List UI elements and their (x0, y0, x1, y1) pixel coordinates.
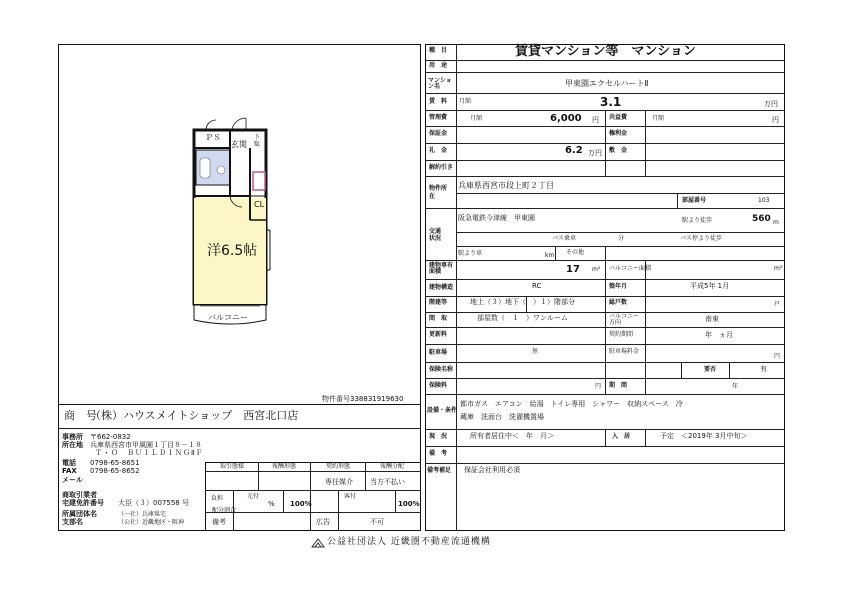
layout-label: 間 取 (429, 315, 448, 322)
balc-unit: m² (774, 265, 783, 272)
license-label: 宅建免許番号 (62, 499, 104, 507)
balcony-label: バルコニー (208, 313, 248, 322)
dir-value: 南東 (705, 315, 719, 323)
license: 大臣（３）007558 号 (118, 499, 189, 507)
ins-period-label: 期 間 (609, 382, 628, 389)
area-label: 建物専有面積 (429, 262, 454, 275)
key-suffix: 万円 (588, 149, 602, 157)
deal-h-share: 報酬分配 (380, 463, 405, 470)
mgmt-label: 管理費 (429, 114, 448, 121)
remark2-label: 備考補足 (427, 467, 452, 474)
room-no-label: 部屋番号 (682, 197, 707, 204)
area-unit: m² (592, 266, 601, 273)
deal-h-commission: 報酬形態 (272, 463, 297, 470)
struct-label: 建物構造 (429, 284, 454, 291)
key-label: 礼 金 (429, 147, 448, 154)
trade-name: （株）ハウスメイトショップ 西宮北口店 (90, 409, 299, 422)
floors-label: 階建等 (429, 299, 448, 306)
shiki-label: 敷 金 (609, 147, 628, 154)
tel: 0798-65-8651 (90, 459, 140, 467)
name-label: マンション名 (428, 77, 452, 90)
trade-name-label: 商 号 (64, 409, 97, 422)
room-no-value: 103 (758, 197, 770, 204)
location-value: 兵庫県西宮市段上町２丁目 (458, 181, 554, 190)
storage-label: 下 駄 (254, 134, 261, 148)
deal-moto-value: 100% (290, 500, 312, 508)
assoc-label: 商取引業者 (62, 491, 97, 499)
deposit-label: 保証金 (429, 130, 448, 137)
deal-ad-label: 広告 (316, 518, 330, 526)
deal-pay-value: % (268, 500, 275, 508)
status-label: 現 況 (429, 433, 448, 440)
name-value: 甲東園エクセルハートⅡ (565, 79, 649, 88)
deal-table (205, 462, 421, 531)
branch-label: 支部名 (62, 518, 83, 526)
genkan-label: 玄関 (231, 140, 247, 149)
org-logo-icon (311, 537, 325, 549)
struct-value: RC (532, 282, 542, 290)
renew-label: 更新料 (429, 331, 448, 338)
floors-value: 地上（３）地下（ ）１）階部分 (470, 298, 575, 306)
address-label: 所在地 (62, 441, 83, 449)
deal-ad-value: 不可 (370, 518, 384, 526)
deal-share-ratio: 配分割合 (212, 507, 237, 514)
layout-value: 部屋数（ １ ）ワンルーム (477, 314, 568, 322)
room-label: 洋6.5帖 (207, 243, 258, 259)
ps-label: ＰＳ (205, 133, 221, 142)
area-value: 17 (566, 264, 580, 275)
deal-moto-label: 元付 (247, 493, 260, 500)
property-no-label: 物件番号 (322, 395, 350, 403)
parking-unit: 円 (774, 353, 781, 360)
status-value: 所有者居住中＜ 年 月＞ (470, 432, 554, 440)
property-no-value: 338831919630 (350, 395, 404, 403)
dir-label: バルコニー方向 (609, 313, 640, 326)
kaiyaku-label: 解約引き (429, 164, 454, 171)
ins-yen: 円 (595, 383, 602, 390)
common-unit: 月額 (652, 115, 665, 122)
fax: 0798-65-8652 (90, 467, 140, 475)
address: 兵庫県西宮市甲風園１丁目８－１８ (90, 441, 202, 449)
deal-commission: 専任媒介 (325, 478, 353, 486)
walk2-label: 駅より車 (458, 250, 483, 257)
other-label: その他 (566, 249, 585, 256)
mail-label: メール (62, 476, 83, 484)
facility-line2: 蔵庫 洗面台 洗濯機置場 (460, 413, 544, 421)
facility-label: 設備・条件 (427, 407, 458, 414)
parking-label: 駐車場 (429, 349, 448, 356)
remark-label: 備 考 (429, 450, 448, 457)
rent-value: 3.1 (600, 95, 622, 109)
rent-unit: 月額 (459, 98, 472, 105)
period-label: 契約期間 (609, 331, 634, 338)
fax-label: FAX (62, 467, 77, 475)
ins-year: 年 (732, 383, 739, 390)
rent-label: 賃 料 (429, 98, 448, 105)
office-label: 事務所 (62, 433, 83, 441)
cl-label: CL (254, 200, 265, 209)
group: （一社）兵庫県宅 (118, 511, 167, 518)
common-label: 共益費 (609, 114, 628, 121)
type-value: 賃貸マンション等 マンション (515, 44, 696, 59)
remark2-value: 保証会社利用必須 (464, 466, 520, 474)
footer-org: 公益社団法人 近畿圏不動産流通機構 (327, 537, 491, 547)
deal-kyaku-label: 客付 (344, 493, 357, 500)
bus-stop-label: バス停より徒歩 (680, 235, 723, 242)
deal-remark-label: 備考 (212, 518, 226, 526)
walk-value: 560 (752, 214, 771, 224)
tel-label: 電話 (62, 459, 76, 467)
type-label: 種 目 (429, 47, 448, 54)
age-label: 築年月 (609, 283, 628, 290)
key-value: 6.2 (565, 145, 583, 156)
bus-unit: 分 (618, 235, 625, 242)
group-label: 所属団体名 (62, 510, 97, 518)
facility-line1: 都市ガス エアコン 給湯 トイレ専用 シャワー 収納スペース 冷 (460, 400, 683, 408)
units-unit: 戸 (774, 301, 781, 308)
period-value: 年 ヵ月 (705, 331, 733, 339)
ins-name-label: 保険名称 (429, 366, 454, 373)
parking-fee-label: 駐車場料金 (609, 348, 640, 355)
move-label: 入 居 (612, 433, 631, 440)
branch: （公社）近畿地区・阪神 (118, 519, 185, 526)
mgmt-unit: 月額 (470, 115, 483, 122)
location-label: 物件所在 (429, 185, 448, 200)
bus-label: バス乗車 (552, 235, 577, 242)
use-label: 用 途 (429, 62, 448, 69)
km-unit: km (545, 252, 555, 259)
units-label: 総戸数 (609, 299, 628, 306)
walk-unit: m (773, 219, 779, 226)
ins-fee-label: 保険料 (429, 382, 448, 389)
ins-req-value: 有 (760, 365, 767, 373)
deposit2-label: 権利金 (609, 130, 628, 137)
line: 阪急電鉄今津線 甲東園 (458, 214, 535, 222)
building: Ｔ・Ｏ ＢＵＩＬＤＩＮＧⅡＦ (95, 449, 204, 457)
ins-req-label: 要否 (704, 366, 717, 373)
deal-h-type: 取引態様 (220, 463, 245, 470)
mgmt-value: 6,000 (550, 113, 582, 124)
common-yen: 円 (772, 116, 779, 124)
deal-kyaku-value: 100% (398, 500, 420, 508)
walk-label: 駅より徒歩 (682, 217, 713, 224)
move-value: 予定 ＜2019年 3月中旬＞ (660, 432, 748, 440)
balc-label: バルコニー面積 (609, 265, 652, 272)
deal-share: 当方不払い (370, 478, 405, 486)
postal: 〒662-0832 (90, 433, 131, 441)
deal-h-contract: 契約形態 (326, 463, 351, 470)
mgmt-yen: 円 (592, 116, 599, 124)
rent-suffix: 万円 (764, 100, 778, 108)
age-value: 平成5年 1月 (690, 282, 730, 290)
parking-value: 無 (532, 348, 539, 355)
transport-label: 交通状況 (429, 228, 442, 242)
deal-pay-label: 負担 (211, 495, 224, 502)
